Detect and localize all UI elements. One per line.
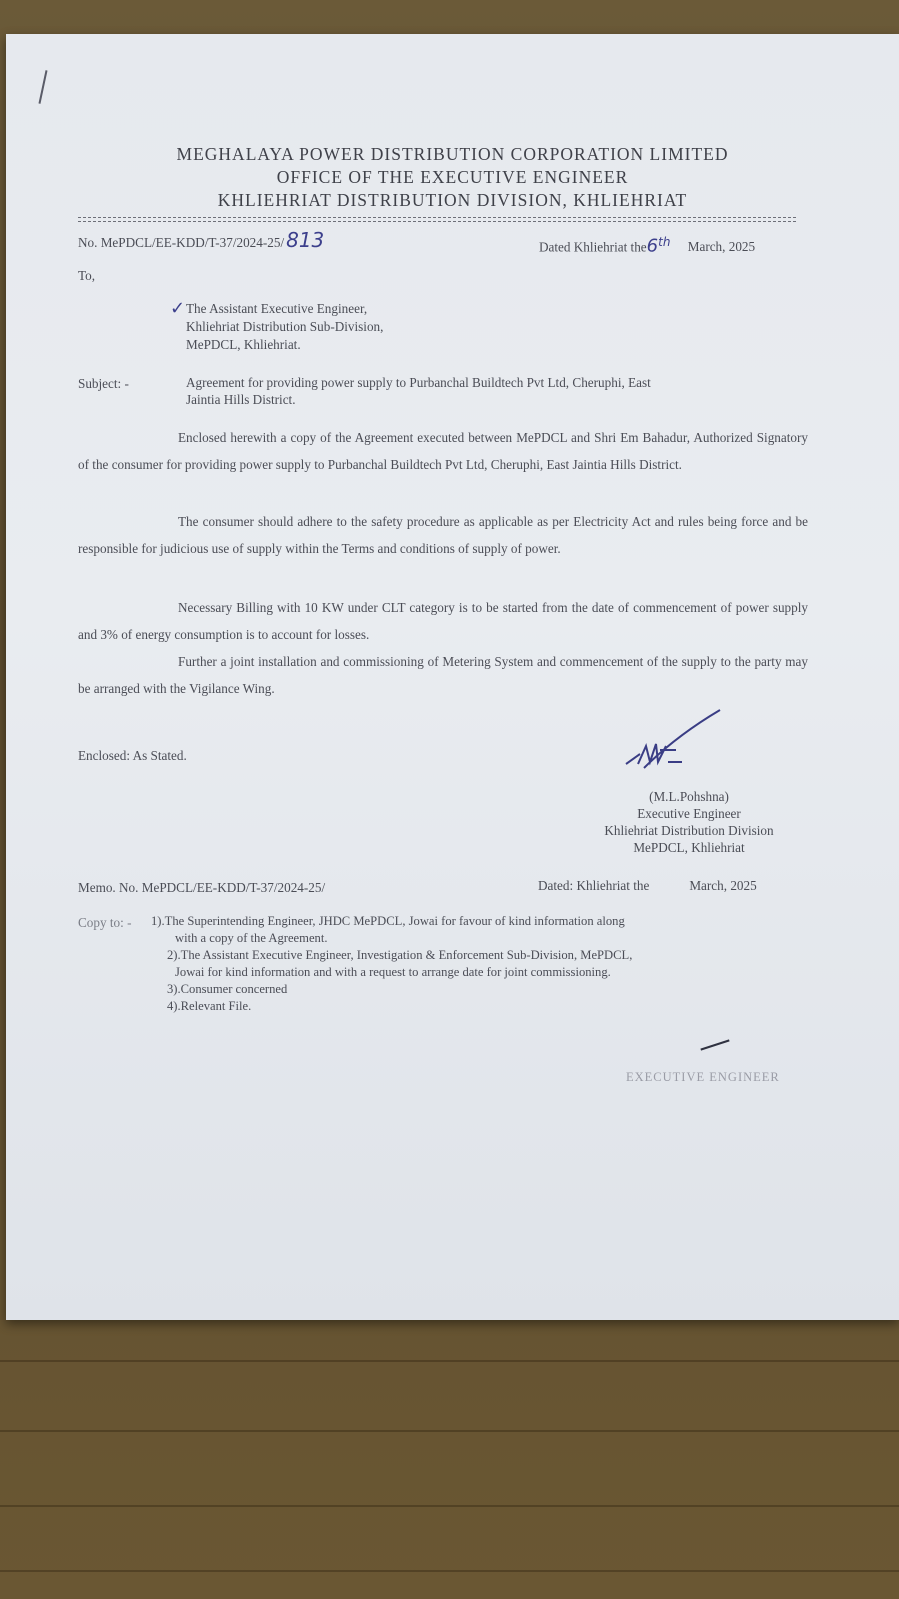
pen-mark xyxy=(38,70,47,104)
header-divider-2 xyxy=(78,221,796,222)
header-divider xyxy=(78,217,796,218)
copy-item-1b: with a copy of the Agreement. xyxy=(175,931,328,945)
initial-stroke xyxy=(700,1039,729,1050)
copy-item-3: 3).Consumer concerned xyxy=(167,982,288,996)
signatory-block: (M.L.Pohshna) Executive Engineer Khliehriat Distribution Division MePDCL, Khliehriat xyxy=(604,789,774,855)
memo-number: Memo. No. MePDCL/EE-KDD/T-37/2024-25/ xyxy=(78,880,326,895)
handwritten-day-suffix: th xyxy=(658,235,671,249)
reference-number: No. MePDCL/EE-KDD/T-37/2024-25/ 813 xyxy=(78,228,325,252)
copy-to-label: Copy to: - xyxy=(78,915,132,930)
paragraph-1: Enclosed herewith a copy of the Agreement executed between MePDCL and Shri Em Bahadur, Authorized Signatory of the consumer for providing power supply to Purbanchal Buildtech Pvt Ltd, Cheruphi, East Jaintia Hills District. xyxy=(78,430,808,472)
copy-item-1a: 1).The Superintending Engineer, JHDC MePDCL, Jowai for favour of kind information along xyxy=(151,914,625,928)
paragraph-4: Further a joint installation and commissioning of Metering System and commencement of the supply to the party may be arranged with the Vigilance Wing. xyxy=(78,654,808,696)
memo-date: Dated: Khliehriat the March, 2025 xyxy=(538,878,757,893)
copy-to-list xyxy=(151,913,632,1015)
paragraph-2: The consumer should adhere to the safety procedure as applicable as per Electricity Act and rules being force and be responsible for judicious use of supply within the Terms and conditions of supply of power. xyxy=(78,514,808,556)
executive-engineer-stamp: EXECUTIVE ENGINEER xyxy=(626,1070,780,1084)
paragraph-3: Necessary Billing with 10 KW under CLT category is to be started from the date of commencement of power supply and 3% of energy consumption is to account for losses. xyxy=(78,600,808,642)
enclosed-note: Enclosed: As Stated. xyxy=(78,748,187,763)
document-page xyxy=(6,34,899,1320)
copy-item-2a: 2).The Assistant Executive Engineer, Investigation & Enforcement Sub-Division, MePDCL, xyxy=(167,948,633,962)
signature-icon xyxy=(616,706,726,776)
letterhead-line-1: MEGHALAYA POWER DISTRIBUTION CORPORATION LIMITED xyxy=(176,144,729,164)
subject-text: Agreement for providing power supply to Purbanchal Buildtech Pvt Ltd, Cheruphi, East Jaintia Hills District. xyxy=(186,375,651,407)
copy-item-2b: Jowai for kind information and with a request to arrange date for joint commissioning. xyxy=(175,965,611,979)
copy-item-4: 4).Relevant File. xyxy=(167,999,252,1013)
letterhead-line-2: OFFICE OF THE EXECUTIVE ENGINEER xyxy=(276,167,629,187)
reference-date: Dated Khliehriat the6th March, 2025 xyxy=(539,235,756,257)
tick-mark: ✓ xyxy=(170,298,186,319)
addressee: The Assistant Executive Engineer, Khliehriat Distribution Sub-Division, MePDCL, Khliehriat. xyxy=(186,301,384,352)
handwritten-day: 6 xyxy=(646,235,659,257)
handwritten-number: 813 xyxy=(286,228,325,252)
subject-label: Subject: - xyxy=(78,376,129,391)
to-label: To, xyxy=(78,268,96,283)
letterhead-line-3: KHLIEHRIAT DISTRIBUTION DIVISION, KHLIEHRIAT xyxy=(217,190,688,210)
